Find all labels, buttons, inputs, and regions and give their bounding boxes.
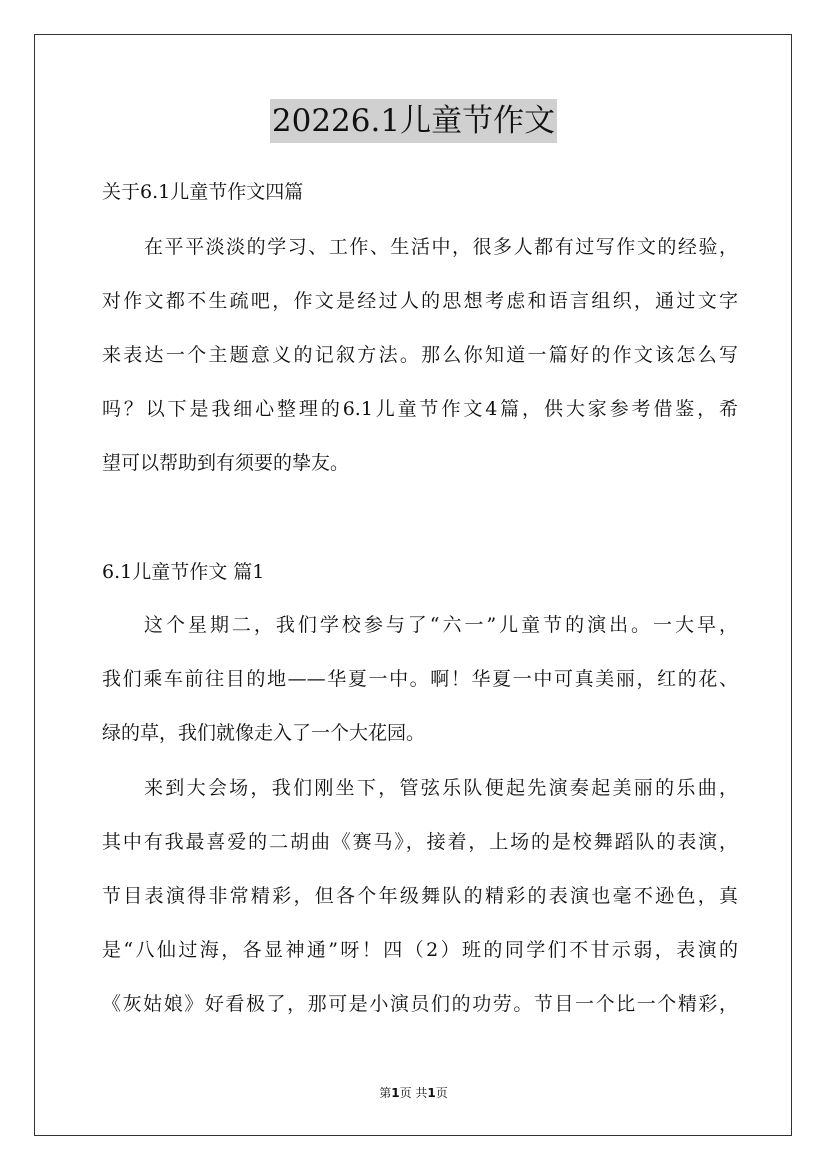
intro-line: 对作文都不生疏吧，作文是经过人的思想考虑和语言组织，通过文字 <box>102 290 738 312</box>
paragraph-line: 我们乘车前往目的地——华夏一中。啊！华夏一中可真美丽，红的花、 <box>102 668 738 690</box>
paragraph-line: 绿的草，我们就像走入了一个大花园。 <box>102 722 426 744</box>
paragraph-line: 节目表演得非常精彩，但各个年级舞队的精彩的表演也毫不逊色，真 <box>102 885 738 907</box>
paragraph-line: 其中有我最喜爱的二胡曲《赛马》，接着，上场的是校舞蹈队的表演， <box>102 831 738 853</box>
document-title <box>0 99 827 143</box>
footer-page-total: 1 <box>427 1086 436 1100</box>
paragraph-1 <box>102 598 738 760</box>
document-title-text: 20226.1儿童节作文 <box>270 99 557 143</box>
footer-suffix: 页 <box>435 1086 448 1100</box>
paragraph-line: 《灰姑娘》好看极了，那可是小演员们的功劳。节目一个比一个精彩， <box>102 993 738 1015</box>
footer-mid: 页 共 <box>399 1086 428 1100</box>
paragraph-2 <box>102 761 738 1031</box>
intro-paragraph <box>102 220 738 490</box>
page-footer <box>0 1084 827 1101</box>
intro-line: 来表达一个主题意义的记叙方法。那么你知道一篇好的作文该怎么写 <box>102 344 738 366</box>
footer-page-number: 1 <box>391 1086 400 1100</box>
section-heading: 6.1儿童节作文 篇1 <box>102 561 265 583</box>
footer-prefix: 第 <box>379 1086 392 1100</box>
paragraph-line: 这个星期二，我们学校参与了“六一”儿童节的演出。一大早， <box>144 614 738 636</box>
paragraph-line: 是“八仙过海，各显神通”呀！四（2）班的同学们不甘示弱，表演的 <box>102 939 738 961</box>
document-subtitle: 关于6.1儿童节作文四篇 <box>102 181 304 203</box>
intro-line: 吗？以下是我细心整理的6.1儿童节作文4篇，供大家参考借鉴，希 <box>102 398 738 420</box>
intro-line: 望可以帮助到有须要的挚友。 <box>102 452 350 474</box>
intro-line: 在平平淡淡的学习、工作、生活中，很多人都有过写作文的经验， <box>144 236 738 258</box>
paragraph-line: 来到大会场，我们刚坐下，管弦乐队便起先演奏起美丽的乐曲， <box>144 777 738 799</box>
